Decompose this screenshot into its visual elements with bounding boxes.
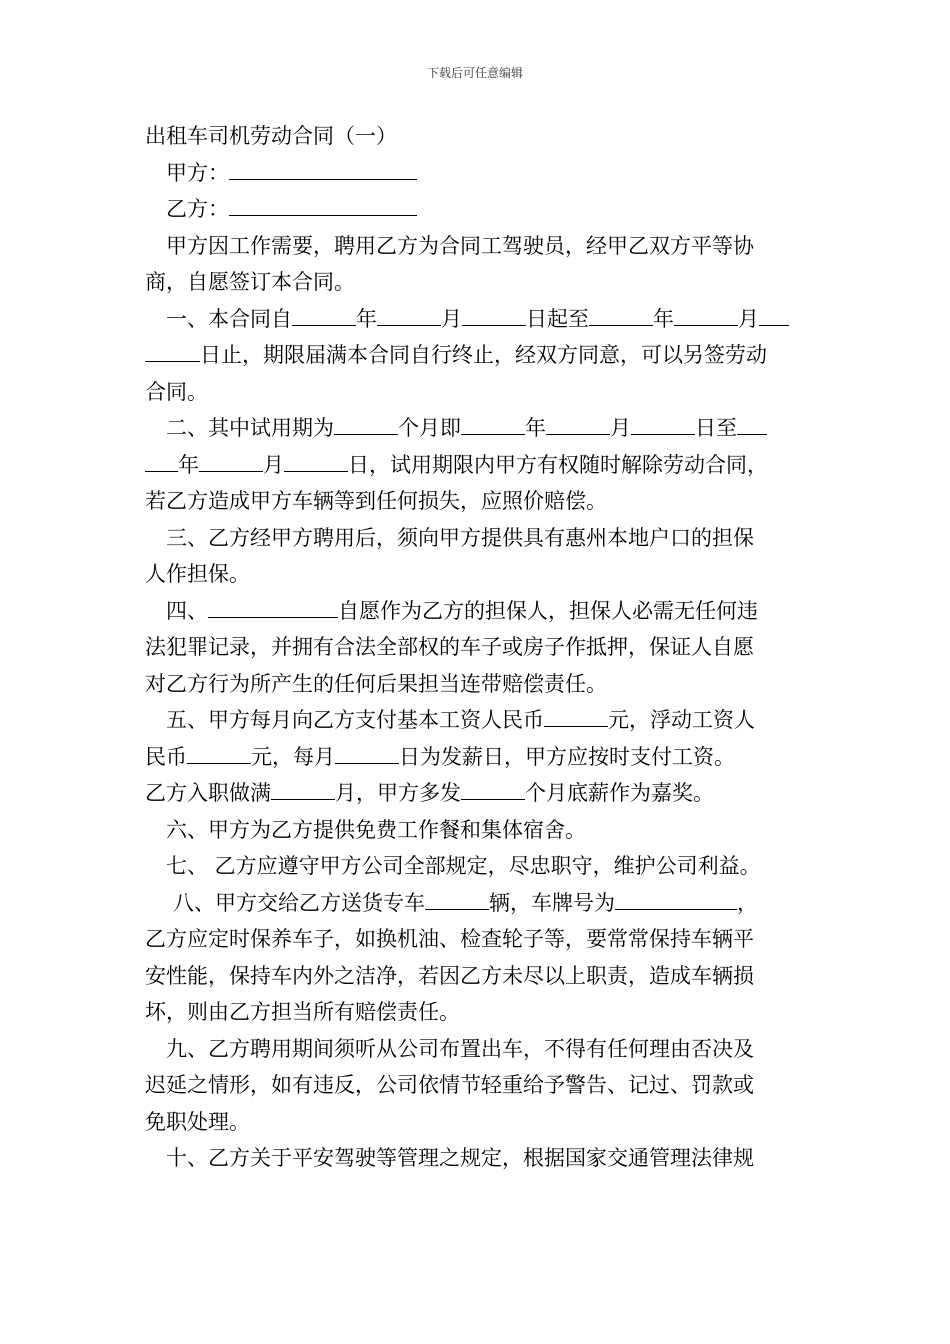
- clause-text: 日，试用期限内甲方有权随时解除劳动合同，: [348, 452, 768, 477]
- clause-6-line: 六、甲方为乙方提供免费工作餐和集体宿舍。: [166, 817, 586, 842]
- clause-text: 元，浮动工资人: [608, 708, 755, 732]
- clause-1-line: [145, 337, 810, 374]
- page-header: 下载后可任意编辑: [426, 66, 523, 80]
- blank-field[interactable]: [187, 744, 251, 764]
- blank-field[interactable]: [335, 744, 399, 764]
- blank-field[interactable]: [145, 342, 200, 362]
- clause-text: 八、甲方交给乙方送货专车: [173, 890, 425, 915]
- clause-text: 民币: [145, 744, 187, 769]
- clause-text: 一、本合同自: [166, 306, 292, 331]
- party-b-line: [145, 191, 810, 228]
- clause-5-line: [145, 739, 810, 776]
- clause-text: 日为发薪日，甲方应按时支付工资。: [399, 744, 735, 769]
- plate-number-blank[interactable]: [615, 890, 737, 910]
- clause-text: 二、其中试用期为: [166, 416, 334, 440]
- party-a-label: 甲方：: [166, 160, 229, 185]
- clause-7-line: 七、 乙方应遵守甲方公司全部规定，尽忠职守，维护公司利益。: [166, 854, 761, 878]
- clause-text: 年: [525, 416, 546, 440]
- blank-field[interactable]: [546, 415, 610, 435]
- blank-field[interactable]: [292, 306, 356, 326]
- blank-field[interactable]: [199, 452, 263, 472]
- clause-text: 乙方入职做满: [145, 781, 271, 805]
- clause-1-line: [145, 301, 810, 338]
- blank-field[interactable]: [334, 415, 398, 435]
- blank-field[interactable]: [759, 306, 789, 326]
- clause-1-line: 合同。: [145, 379, 208, 404]
- blank-field[interactable]: [737, 415, 767, 435]
- clause-text: 四、: [166, 598, 208, 623]
- clause-text: 个月即: [398, 416, 461, 440]
- guarantor-blank[interactable]: [208, 598, 338, 618]
- clause-8-line: 乙方应定时保养车子，如换机油、检查轮子等，要常常保持车辆平: [145, 927, 754, 951]
- clause-9-line: 九、乙方聘用期间须听从公司布置出车，不得有任何理由否决及: [166, 1036, 754, 1061]
- blank-field[interactable]: [589, 306, 653, 326]
- clause-10-line: 十、乙方关于平安驾驶等管理之规定，根据国家交通管理法律规: [166, 1146, 754, 1170]
- party-b-label: 乙方：: [166, 197, 229, 221]
- clause-text: 年: [178, 452, 199, 477]
- blank-field[interactable]: [461, 780, 525, 800]
- clause-5-line: [145, 702, 810, 739]
- clause-8-line: 安性能，保持车内外之洁净，若因乙方未尽以上职责，造成车辆损: [145, 963, 754, 988]
- blank-field[interactable]: [544, 707, 608, 727]
- clause-4-line: 对乙方行为所产生的任何后果担当连带赔偿责任。: [145, 671, 607, 696]
- clause-text: 五、甲方每月向乙方支付基本工资人民币: [166, 708, 544, 732]
- clause-text: 月，甲方多发: [335, 781, 461, 805]
- clause-8-line: 坏，则由乙方担当所有赔偿责任。: [145, 1000, 460, 1024]
- clause-text: 个月底薪作为嘉奖。: [525, 781, 714, 805]
- clause-text: 自愿作为乙方的担保人，担保人必需无任何违: [338, 598, 758, 623]
- clause-9-line: 迟延之情形，如有违反，公司依情节轻重给予警告、记过、罚款或: [145, 1073, 754, 1097]
- blank-field[interactable]: [425, 890, 489, 910]
- clause-text: 年: [653, 306, 674, 331]
- clause-4-line: 法犯罪记录，并拥有合法全部权的车子或房子作抵押，保证人自愿: [145, 635, 754, 659]
- blank-field[interactable]: [284, 452, 348, 472]
- intro-line: 商，自愿签订本合同。: [145, 270, 355, 294]
- clause-text: 月: [441, 306, 462, 331]
- clause-text: 日起至: [526, 306, 589, 331]
- blank-field[interactable]: [674, 306, 738, 326]
- clause-text: ，: [737, 890, 758, 915]
- clause-text: 月: [263, 452, 284, 477]
- clause-text: 元，每月: [251, 744, 335, 769]
- contract-body: [145, 118, 810, 1177]
- clause-8-line: [145, 885, 810, 922]
- clause-2-line: [145, 410, 810, 447]
- blank-field[interactable]: [462, 306, 526, 326]
- party-a-line: [145, 155, 810, 192]
- clause-text: 月: [738, 306, 759, 331]
- blank-field[interactable]: [631, 415, 695, 435]
- blank-field[interactable]: [461, 415, 525, 435]
- clause-9-line: 免职处理。: [145, 1109, 250, 1134]
- clause-4-line: [145, 593, 810, 630]
- clause-text: 年: [356, 306, 377, 331]
- clause-text: 月: [610, 416, 631, 440]
- blank-field[interactable]: [271, 780, 335, 800]
- contract-title: 出租车司机劳动合同（一）: [145, 124, 397, 148]
- clause-text: 日至: [695, 416, 737, 440]
- clause-3-line: 人作担保。: [145, 562, 250, 586]
- clause-text: 日止，期限届满本合同自行终止，经双方同意，可以另签劳动: [200, 343, 767, 367]
- intro-line: 甲方因工作需要，聘用乙方为合同工驾驶员，经甲乙双方平等协: [166, 233, 754, 258]
- blank-field[interactable]: [145, 452, 178, 472]
- clause-2-line: [145, 447, 810, 484]
- clause-2-line: 若乙方造成甲方车辆等到任何损失，应照价赔偿。: [145, 489, 607, 513]
- clause-3-line: 三、乙方经甲方聘用后，须向甲方提供具有惠州本地户口的担保: [166, 525, 754, 550]
- party-a-blank[interactable]: [229, 160, 417, 180]
- clause-text: 辆，车牌号为: [489, 890, 615, 915]
- party-b-blank[interactable]: [229, 196, 417, 216]
- clause-5-line: [145, 775, 810, 812]
- blank-field[interactable]: [377, 306, 441, 326]
